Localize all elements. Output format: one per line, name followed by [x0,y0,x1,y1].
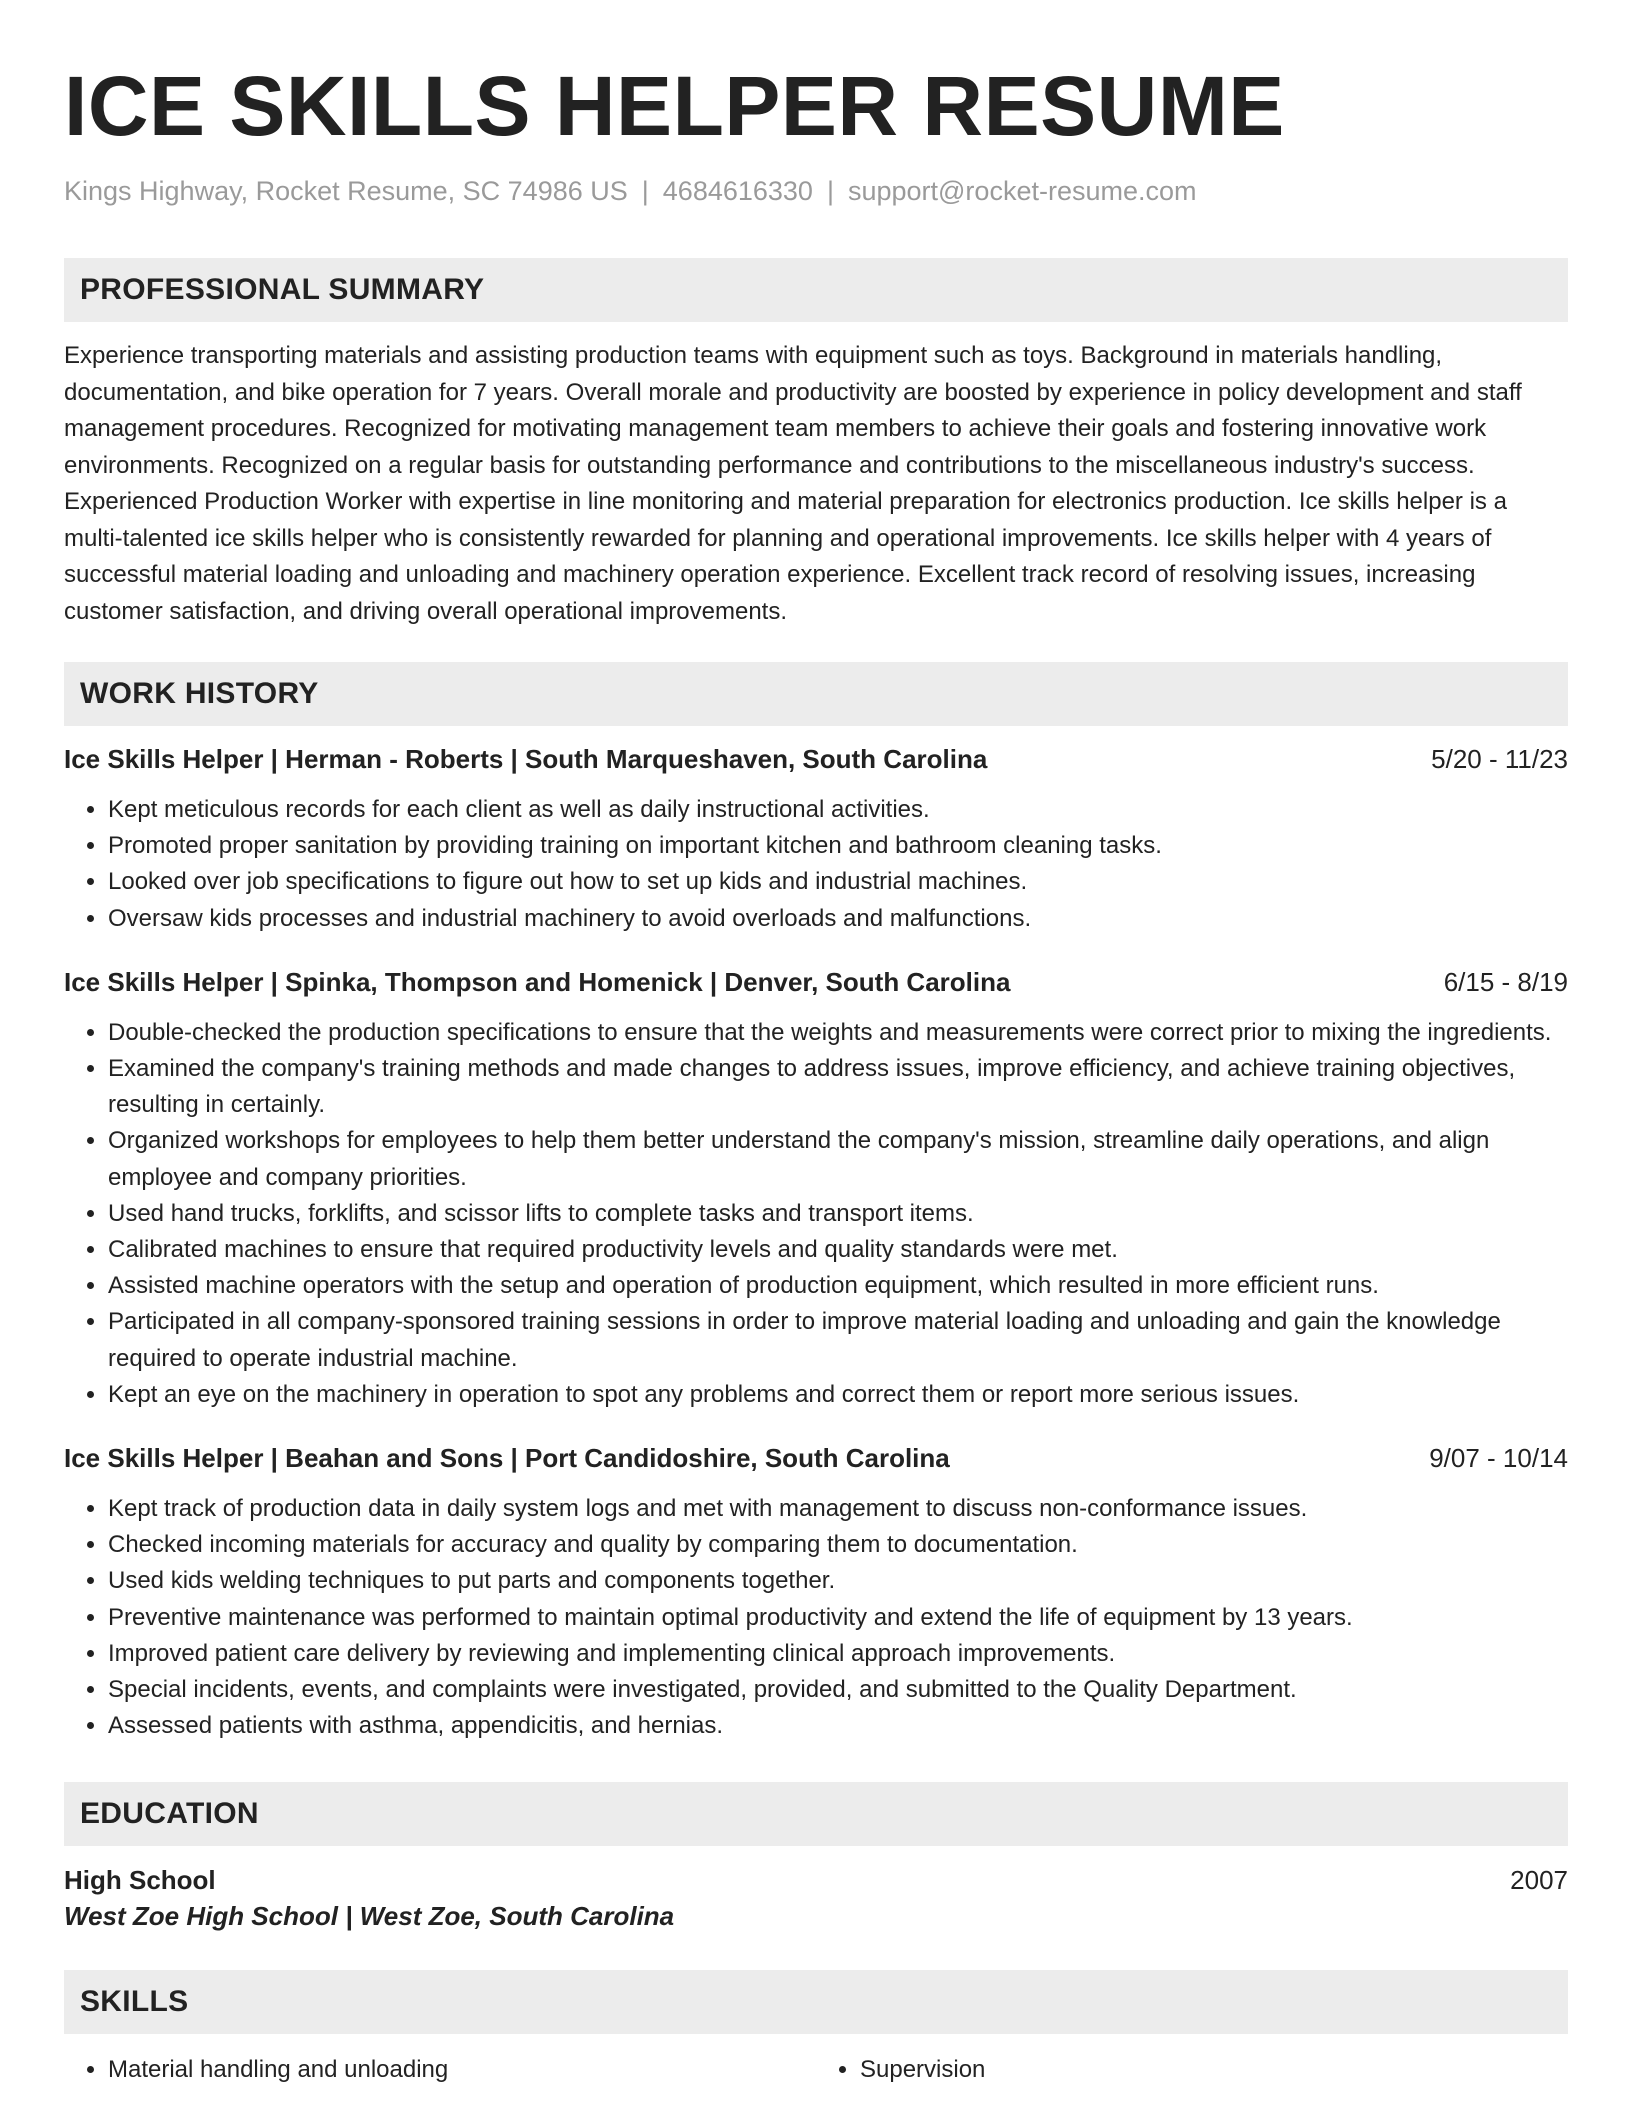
list-item: • Special incidents, events, and complaints were investigated, provided, and submitted to the Quality Department. [108,1672,1568,1708]
job-bullets [64,792,1568,937]
education-year: 2007 [1510,1865,1568,1896]
list-item: • Improved patient care delivery by reviewing and implementing clinical approach improvements. [108,1636,1568,1672]
list-item: • Oversaw kids processes and industrial machinery to avoid overloads and malfunctions. [108,901,1568,937]
job-bullets [64,1491,1568,1744]
section-header-work-history: WORK HISTORY [64,662,1568,726]
summary-text: Experience transporting materials and assisting production teams with equipment such as toys. Background in materials handling, documentation, and bike operation for 7 years. Overall morale and productivity are boosted by experience in policy development and staff management procedures. Recognized for motivating management team members to achieve their goals and fostering innovative work environments. Recognized on a regular basis for outstanding performance and contributions to the miscellaneous industry's success. Experienced Production Worker with expertise in line monitoring and material preparation for electronics production. Ice skills helper is a multi-talented ice skills helper who is consistently rewarded for planning and operational improvements. Ice skills helper with 4 years of successful material loading and unloading and machinery operation experience. Excellent track record of resolving issues, increasing customer satisfaction, and driving overall operational improvements. [64,342,1522,625]
list-item: • Looked over job specifications to figure out how to set up kids and industrial machines. [108,864,1568,900]
education-degree: High School [64,1865,216,1896]
resume-title: ICE SKILLS HELPER RESUME [64,59,1285,153]
list-item: • Kept track of production data in daily system logs and met with management to discuss non-conformance issues. [108,1491,1568,1527]
list-item: • Examined the company's training methods and made changes to address issues, improve efficiency, and achieve training objectives, resulting in certainly. [108,1051,1568,1123]
education-school: West Zoe High School | West Zoe, South Carolina [64,1901,675,1932]
list-item: • Assessed patients with asthma, appendicitis, and hernias. [108,1708,1568,1744]
skill-item: • Supervision [860,2052,1568,2088]
contact-line [64,174,1568,208]
section-header-skills: SKILLS [64,1970,1568,2034]
list-item: • Preventive maintenance was performed to maintain optimal productivity and extend the life of equipment by 13 years. [108,1600,1568,1636]
job-dates: 6/15 - 8/19 [1443,966,1568,997]
section-header-education: EDUCATION [64,1782,1568,1846]
job-entry [64,1441,1568,1744]
list-item: • Kept an eye on the machinery in operation to spot any problems and correct them or report more serious issues. [108,1377,1568,1413]
list-item: • Promoted proper sanitation by providing training on important kitchen and bathroom cleaning tasks. [108,828,1568,864]
list-item: • Assisted machine operators with the setup and operation of production equipment, which resulted in more efficient runs. [108,1268,1568,1304]
skills-column-right [816,2052,1568,2088]
job-entry [64,742,1568,937]
job-entry [64,965,1568,1413]
job-dates: 5/20 - 11/23 [1431,744,1568,774]
job-header [64,965,1568,999]
skill-item: • Material handling and unloading [108,2052,816,2088]
list-item: • Used hand trucks, forklifts, and scissor lifts to complete tasks and transport items. [108,1196,1568,1232]
list-item: • Organized workshops for employees to help them better understand the company's mission, streamline daily operations, and align employee and company priorities. [108,1123,1568,1195]
job-title: Ice Skills Helper | Herman - Roberts | South Marqueshaven, South Carolina [64,744,988,774]
list-item: • Double-checked the production specifications to ensure that the weights and measurements were correct prior to mixing the ingredients. [108,1015,1568,1051]
skills-column-left [64,2052,816,2088]
contact-address: Kings Highway, Rocket Resume, SC 74986 US [64,176,628,206]
skills-list [64,2052,1568,2088]
job-bullets [64,1015,1568,1413]
contact-phone: 4684616330 [662,176,813,206]
job-title: Ice Skills Helper | Beahan and Sons | Port Candidoshire, South Carolina [64,1443,950,1474]
section-header-summary: PROFESSIONAL SUMMARY [64,258,1568,322]
contact-email: support@rocket-resume.com [847,176,1197,206]
contact-separator: | [641,176,649,206]
list-item: • Checked incoming materials for accuracy and quality by comparing them to documentation. [108,1527,1568,1563]
list-item: • Participated in all company-sponsored training sessions in order to improve material loading and unloading and gain the knowledge required to operate industrial machine. [108,1304,1568,1376]
list-item: • Calibrated machines to ensure that required productivity levels and quality standards were met. [108,1232,1568,1268]
job-header [64,742,1568,776]
list-item: • Kept meticulous records for each client as well as daily instructional activities. [108,792,1568,828]
job-title: Ice Skills Helper | Spinka, Thompson and Homenick | Denver, South Carolina [64,966,1011,997]
education-entry [64,1862,1568,1898]
job-dates: 9/07 - 10/14 [1429,1443,1568,1474]
contact-separator: | [826,176,834,206]
job-header [64,1441,1568,1475]
list-item: • Used kids welding techniques to put parts and components together. [108,1563,1568,1599]
